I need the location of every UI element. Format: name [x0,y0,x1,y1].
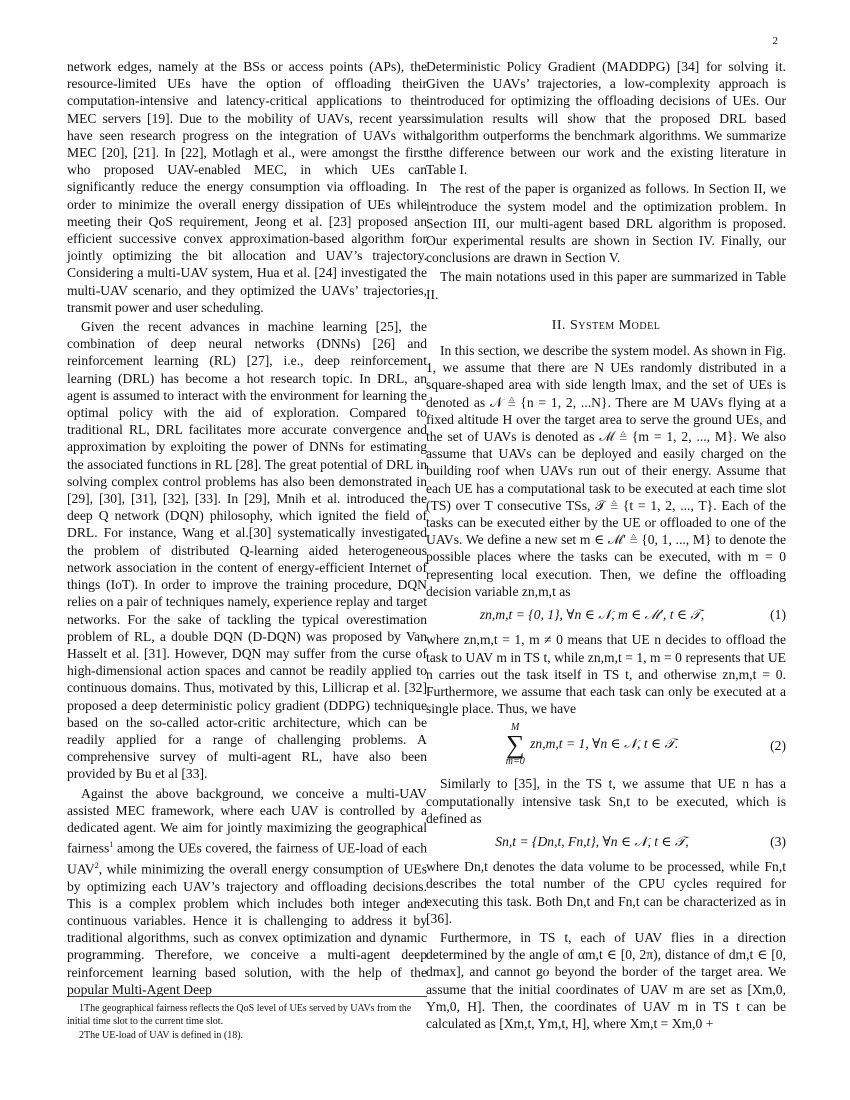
paragraph: Furthermore, in TS t, each of UAV flies in a direction determined by the angle of αm,t ∈ [0, 2π), distance of dm,t ∈ [0, dmax], and cannot go beyond the border of the target area. We assume that the initial coordinates of UAV m are set as [Xm,0, Ym,0, H]. Then, the coordinates of UAV m in TS t can be calculated as [Xm,t, Ym,t, H], where Xm,t = Xm,0 + [426,929,786,1031]
paragraph: Deterministic Policy Gradient (MADDPG) [34] for solving it. Given the UAVs’ trajectories, a low-complexity approach is introduced for optimizing the offloading decisions of UEs. Our simulation results will show that the proposed DRL based algorithm outperforms the benchmark algorithms. We summarize the difference between our work and the existing literature in Table I. [426,59,786,178]
footnote: 1The geographical fairness reflects the QoS level of UEs served by UAVs from the initial time slot to the current time slot. [67,1003,412,1027]
paragraph: In this section, we describe the system model. As shown in Fig. 1, we assume that there are N UEs randomly distributed in a square-shaped area with side length lmax, and the set of UEs is denoted as 𝒩 ≜ {n = 1, 2, ...N}. There are M UAVs flying at a fixed altitude H over the target area to serve the ground UEs, and the set of UAVs is denoted as ℳ ≜ {m = 1, 2, ..., M}. We also assume that UAVs can be deployed and easily charged on the building roof when UAVs run out of their energy. Assume that each UE has a computational task to be executed at each time slot (TS) over T consecutive TSs, 𝒯 ≜ {t = 1, 2, ..., T}. Each of the tasks can be executed either by the UE or offloaded to one of the UAVs. We define a new set m ∈ ℳ′ ≜ {0, 1, ..., M} to denote the possible places where the tasks can be executed, with m = 0 representing local execution. Then, we define the offloading decision variable zn,m,t as [426,343,786,599]
paragraph: The main notations used in this paper are summarized in Table II. [426,269,786,302]
footnote-marker[interactable]: 2 [94,860,99,870]
paragraph: where zn,m,t = 1, m ≠ 0 means that UE n decides to offload the task to UAV m in TS t, while zn,m,t = 1, m = 0 represents that UE n carries out the task itself in TS t, and otherwise zn,m,t = 0. Furthermore, we assume that each task can only be executed at a single place. Thus, we have [426,632,786,717]
equation-1 [426,606,786,623]
equation-content [426,723,758,767]
paragraph: network edges, namely at the BSs or access points (APs), the resource-limited UEs have the option of offloading their computation-intensive and latency-critical applications to the MEC servers [19]. Due to the mobility of UAVs, recent years have seen research progress on the integration of UAVs with MEC [20], [21]. In [22], Motlagh et al., were amongst the first who proposed UAV-enabled MEC, in which UEs can significantly reduce the energy consumption via offloading. In order to minimize the overall energy dissipation of UEs while meeting their QoS requirement, Jeong et al. [23] proposed an efficient successive convex approximation-based algorithm for jointly optimizing the bit allocation and UAV’s trajectory. Considering a multi-UAV system, Hua et al. [24] investigated the multi-UAV scenario, and they optimized the UAVs’ trajectories, transmit power and user scheduling. [67,59,427,315]
equation-number: (1) [770,607,786,623]
sum-upper-limit: M [511,722,520,734]
equation-number: (2) [770,737,786,753]
footnote: 2The UE-load of UAV is defined in (18). [79,1030,244,1041]
equation-body: Sn,t = {Dn,t, Fn,t}, ∀n ∈ 𝒩, t ∈ 𝒯, [495,833,689,849]
paragraph-text: , while minimizing the overall energy consumption of UEs by optimizing each UAV’s trajectory and offloading decisions. This is a complex problem which includes both integer and continuous variables. Hence it is challenging to address it by traditional algorithms, such as convex optimization and dynamic programming. Therefore, we conceive a multi-agent deep reinforcement learning based solution, with the help of the popular Multi-Agent Deep [67,861,427,997]
paragraph-text: among the UEs covered, the fairness of UE-load of each UAV [67,840,427,877]
paragraph: Given the recent advances in machine learning [25], the combination of deep neural networks (DNNs) [26] and reinforcement learning (RL) [27], i.e., deep reinforcement learning (DRL) has become a hot research topic. In DRL, an agent is assumed to interact with the environment for learning the optimal policy with the aid of exploration. Compared to traditional RL, DRL facilitates more accurate convergence and approximation by exploiting the power of DNNs for estimating the associated functions in RL [28]. The great potential of DRL in solving complex control problems has also been demonstrated in [29], [30], [31], [32], [33]. In [29], Mnih et al. introduced the deep Q network (DQN) philosophy, which ignited the field of DRL. For instance, Wang et al.[30] systematically investigated the problem of distributed Q-learning aided heterogeneous network association in the content of energy-efficient Internet of things (IoT). In order to improve the training procedure, DQN relies on a pair of techniques namely, experience replay and target networks. For the sake of tackling the typical overestimation problem of RL, a double DQN (D-DQN) was proposed by Van Hasselt et al. [31]. However, DQN may suffer from the curse of high-dimensional action spaces and cannot be readily applied to continuous domains. Thus, motivated by this, Lillicrap et al. [32] proposed a deep deterministic policy gradient (DDPG) technique based on the so-called actor-critic architecture, which can be readily applied for a range of challenging problems. A comprehensive survey of multi-agent RL, have also been provided by Bu et al [33]. [67,319,427,782]
equation-2 [426,723,786,767]
equation-3 [426,833,786,850]
page-number: 2 [772,35,778,47]
summation [506,723,525,767]
equation-body: zn,m,t = {0, 1}, ∀n ∈ 𝒩, m ∈ ℳ′, t ∈ 𝒯, [479,607,705,623]
footnotes [67,996,427,1045]
sigma-symbol: ∑ [505,730,525,760]
equation-number: (3) [770,833,786,849]
paragraph [67,785,427,999]
section-heading: II. System Model [551,317,661,333]
paragraph: where Dn,t denotes the data volume to be processed, while Fn,t describes the total number of the CPU cycles required for executing this task. Both Dn,t and Fn,t can be characterized as in [36]. [426,859,786,926]
footnote-marker[interactable]: 1 [109,840,114,850]
paragraph: The rest of the paper is organized as follows. In Section II, we introduce the system model and the optimization problem. In Section III, our multi-agent based DRL algorithm is proposed. Our experimental results are shown in Section IV. Finally, our conclusions are drawn in Section V. [426,181,786,266]
right-column [426,58,786,1034]
equation-body: zn,m,t = 1, ∀n ∈ 𝒩, t ∈ 𝒯. [530,736,679,752]
paragraph-text: Against the above background, we conceive a multi-UAV assisted MEC framework, where each UAV is controlled by a dedicated agent. We aim for jointly maximizing the geographical fairness [67,785,427,856]
sum-lower-limit: m=0 [505,756,525,768]
left-column [67,58,427,1000]
paragraph: Similarly to [35], in the TS t, we assume that UE n has a computationally intensive task Sn,t to be executed, which is defined as [426,776,786,826]
